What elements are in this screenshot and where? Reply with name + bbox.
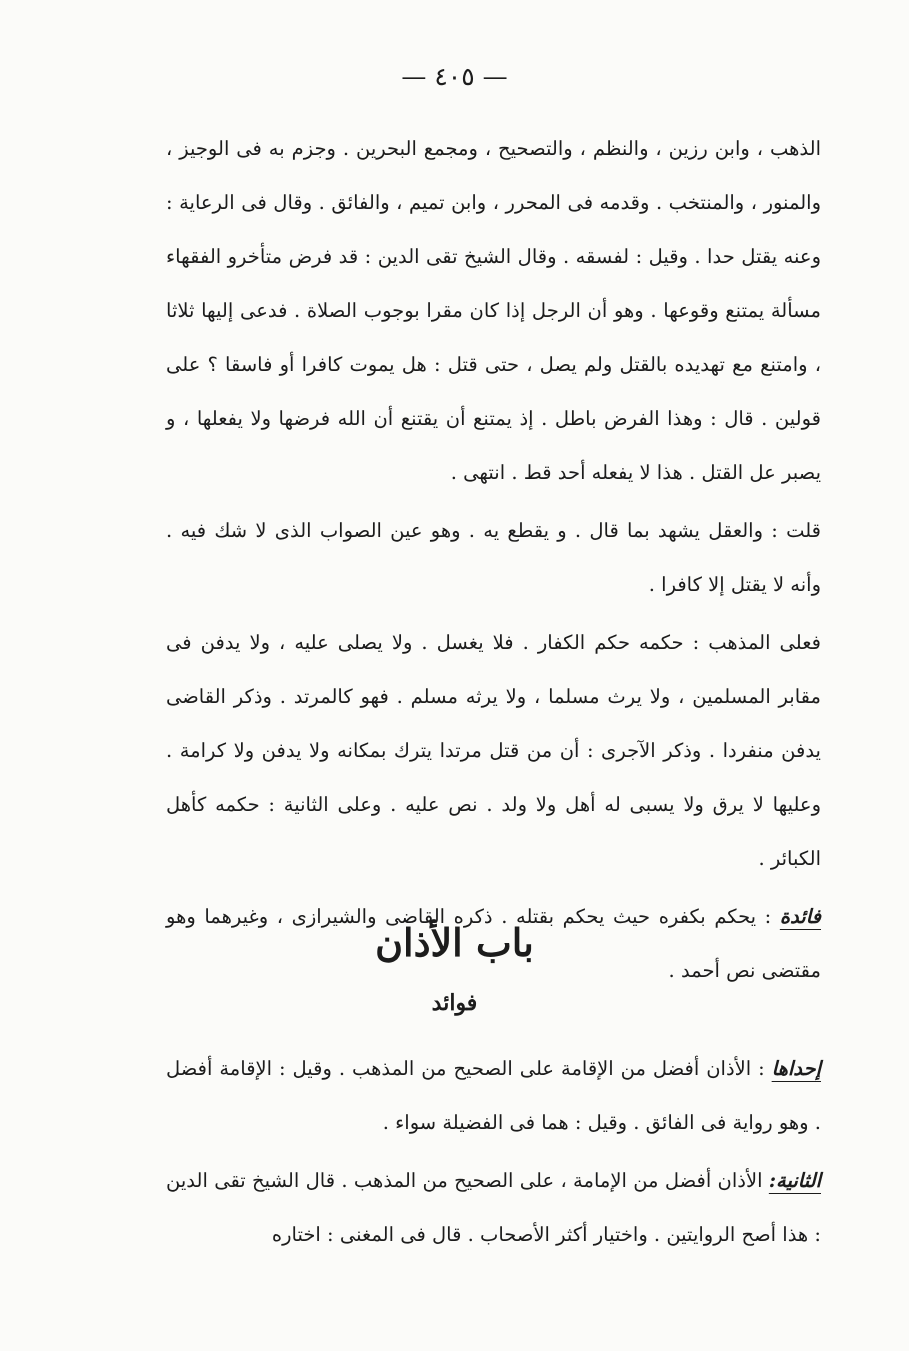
paragraph-2: قلت : والعقل يشهد بما قال . و يقطع يه . وهو عين الصواب الذى لا شك فيه . وأنه لا يقتل إلا كافرا . <box>166 519 821 596</box>
paragraph-3: فعلى المذهب : حكمه حكم الكفار . فلا يغسل . ولا يصلى عليه ، ولا يدفن فى مقابر المسلمين ، ولا يرث مسلما ، ولا يرثه مسلم . فهو كالمرتد . وذكر القاضى يدفن منفردا . وذكر الآجرى : أن من قتل مرتدا يترك بمكانه ولا يدفن ولا كرامة . وعليها لا يرق ولا يسبى له أهل ولا ولد . نص عليه . وعلى الثانية : حكمه كأهل الكبائر . <box>166 631 821 870</box>
term-second: الثانية: <box>768 1169 821 1192</box>
page-number: — ٤٠٥ — <box>401 62 508 91</box>
chapter-subtitle: فوائد <box>431 990 478 1016</box>
chapter-title: باب الأذان <box>375 920 534 965</box>
faida-1-text: : الأذان أفضل من الإقامة على الصحيح من المذهب . وقيل : الإقامة أفضل . وهو رواية فى الفائق . وقيل : هما فى الفضيلة سواء . <box>166 1057 821 1134</box>
faida-2 <box>166 1154 821 1262</box>
faida-1 <box>166 1042 821 1150</box>
term-faida: فائدة <box>779 905 821 928</box>
text-block-lower <box>166 1042 821 1262</box>
paragraph-1: الذهب ، وابن رزين ، والنظم ، والتصحيح ، ومجمع البحرين . وجزم به فى الوجيز ، والمنور ، والمنتخب . وقدمه فى المحرر ، وابن تميم ، والفائق . وقال فى الرعاية : وعنه يقتل حدا . وقيل : لفسقه . وقال الشيخ تقى الدين : قد فرض متأخرو الفقهاء مسألة يمتنع وقوعها . وهو أن الرجل إذا كان مقرا بوجوب الصلاة . فدعى إليها ثلاثا ، وامتنع مع تهديده بالقتل ولم يصل ، حتى قتل : هل يموت كافرا أو فاسقا ؟ على قولين . قال : وهذا الفرض باطل . إذ يمتنع أن يقتنع أن الله فرضها ولا يفعلها ، و يصبر عل القتل . هذا لا يفعله أحد قط . انتهى . <box>166 137 821 484</box>
text-block-upper <box>166 122 821 998</box>
paragraph-4-text: : يحكم بكفره حيث يحكم بقتله . ذكره القاضى والشيرازى ، وغيرهما وهو مقتضى نص أحمد . <box>166 905 821 982</box>
term-first: إحداها <box>771 1057 821 1080</box>
faida-2-text: الأذان أفضل من الإمامة ، على الصحيح من المذهب . قال الشيخ تقى الدين : هذا أصح الروايتين . واختيار أكثر الأصحاب . قال فى المغنى : اختاره <box>166 1169 821 1246</box>
